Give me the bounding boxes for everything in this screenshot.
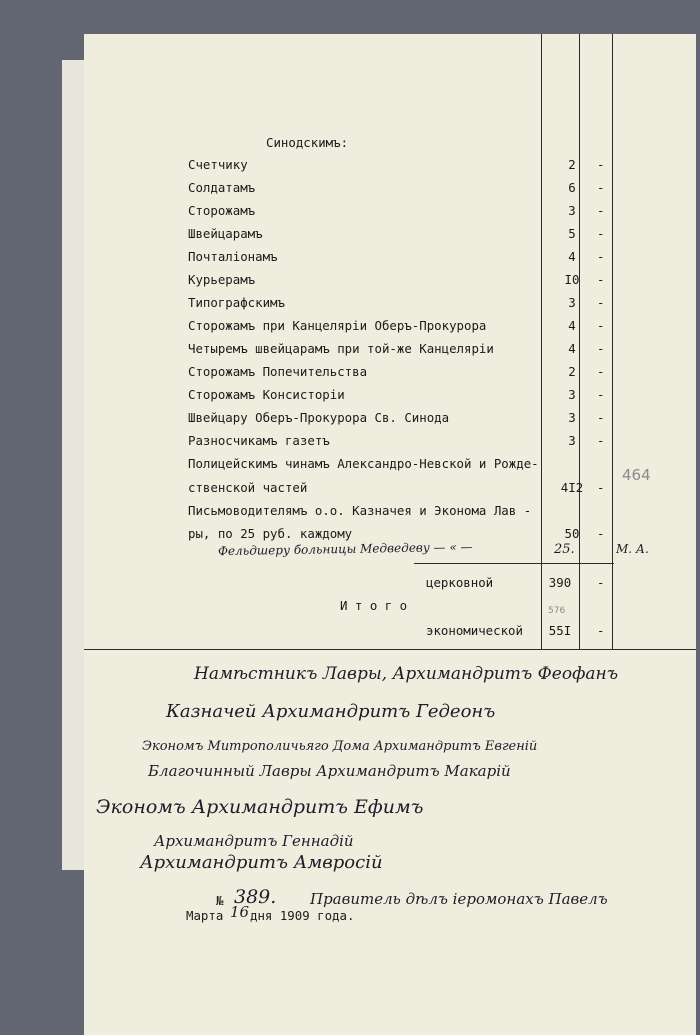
signature: Благочинный Лавры Архимандритъ Макарій (148, 762, 511, 780)
document-page: Синодскимъ: Счетчику 2 - Солдатамъ 6 - Сторожамъ 3 - Швейцарамъ 5 - Почталіонамъ 4 - Курьерамъ I0 - Типографскимъ 3 - Сторожамъ при Канцеляріи Оберъ-Прокурора 4 - Четыремъ швейцарамъ при той-же Канцеляріи 4 - Сторожамъ Попечительства 2 - Сторожамъ Консисторіи 3 - Швейцару Оберъ-Прокурора Св. Синода 3 - Разносчикамъ газетъ 3 - Полицейскимъ чинамъ Александро-Невской и Рожде- ственской частей 4I2 - Письмоводителямъ о.о. Казначея и Эконома Лав - ры, по 25 руб. каждому 50 - Фельдшеру больницы Медведеву — « — 25. М. А. церковной 390 - И т о г о экономической 55I - 464 576 Намѣстникъ Лавры, Архимандритъ Феофанъ Казначей Архимандритъ Гедеонъ Экономъ Митрополичьяго Дома Архимандритъ Евгеній Благочинный Лавры Архимандритъ Макарій Экономъ Архимандритъ Ефимъ Архимандритъ Геннадій Архимандритъ Амвросій № 389. Правитель дѣлъ іеромонахъ Павелъ Марта 16 дня 1909 года. (84, 34, 696, 1035)
section-heading: Синодскимъ: (266, 135, 349, 150)
signature: Казначей Архимандритъ Гедеонъ (166, 701, 496, 722)
column-rule (612, 34, 613, 650)
pencil-note-small: 576 (548, 606, 566, 616)
total-rule (414, 563, 614, 564)
total-econ-amount: 55I (548, 623, 572, 638)
signature: Экономъ Архимандритъ Ефимъ (96, 796, 424, 818)
column-rule (541, 34, 542, 650)
total-church-kop: - (597, 575, 605, 590)
total-econ-label: экономической (426, 623, 523, 638)
total-church-label: церковной (426, 575, 494, 590)
total-econ-kop: - (597, 623, 605, 638)
signature: Экономъ Митрополичьяго Дома Архимандритъ Евгеній (142, 739, 538, 754)
table-bottom-rule (84, 649, 696, 650)
signature: Архимандритъ Геннадій (154, 832, 354, 850)
signature: Архимандритъ Амвросій (140, 852, 383, 873)
signature: Намѣстникъ Лавры, Архимандритъ Феофанъ (194, 664, 619, 684)
pencil-note: 464 (622, 466, 651, 484)
total-church-amount: 390 (548, 575, 572, 590)
total-label: И т о г о (340, 598, 408, 613)
